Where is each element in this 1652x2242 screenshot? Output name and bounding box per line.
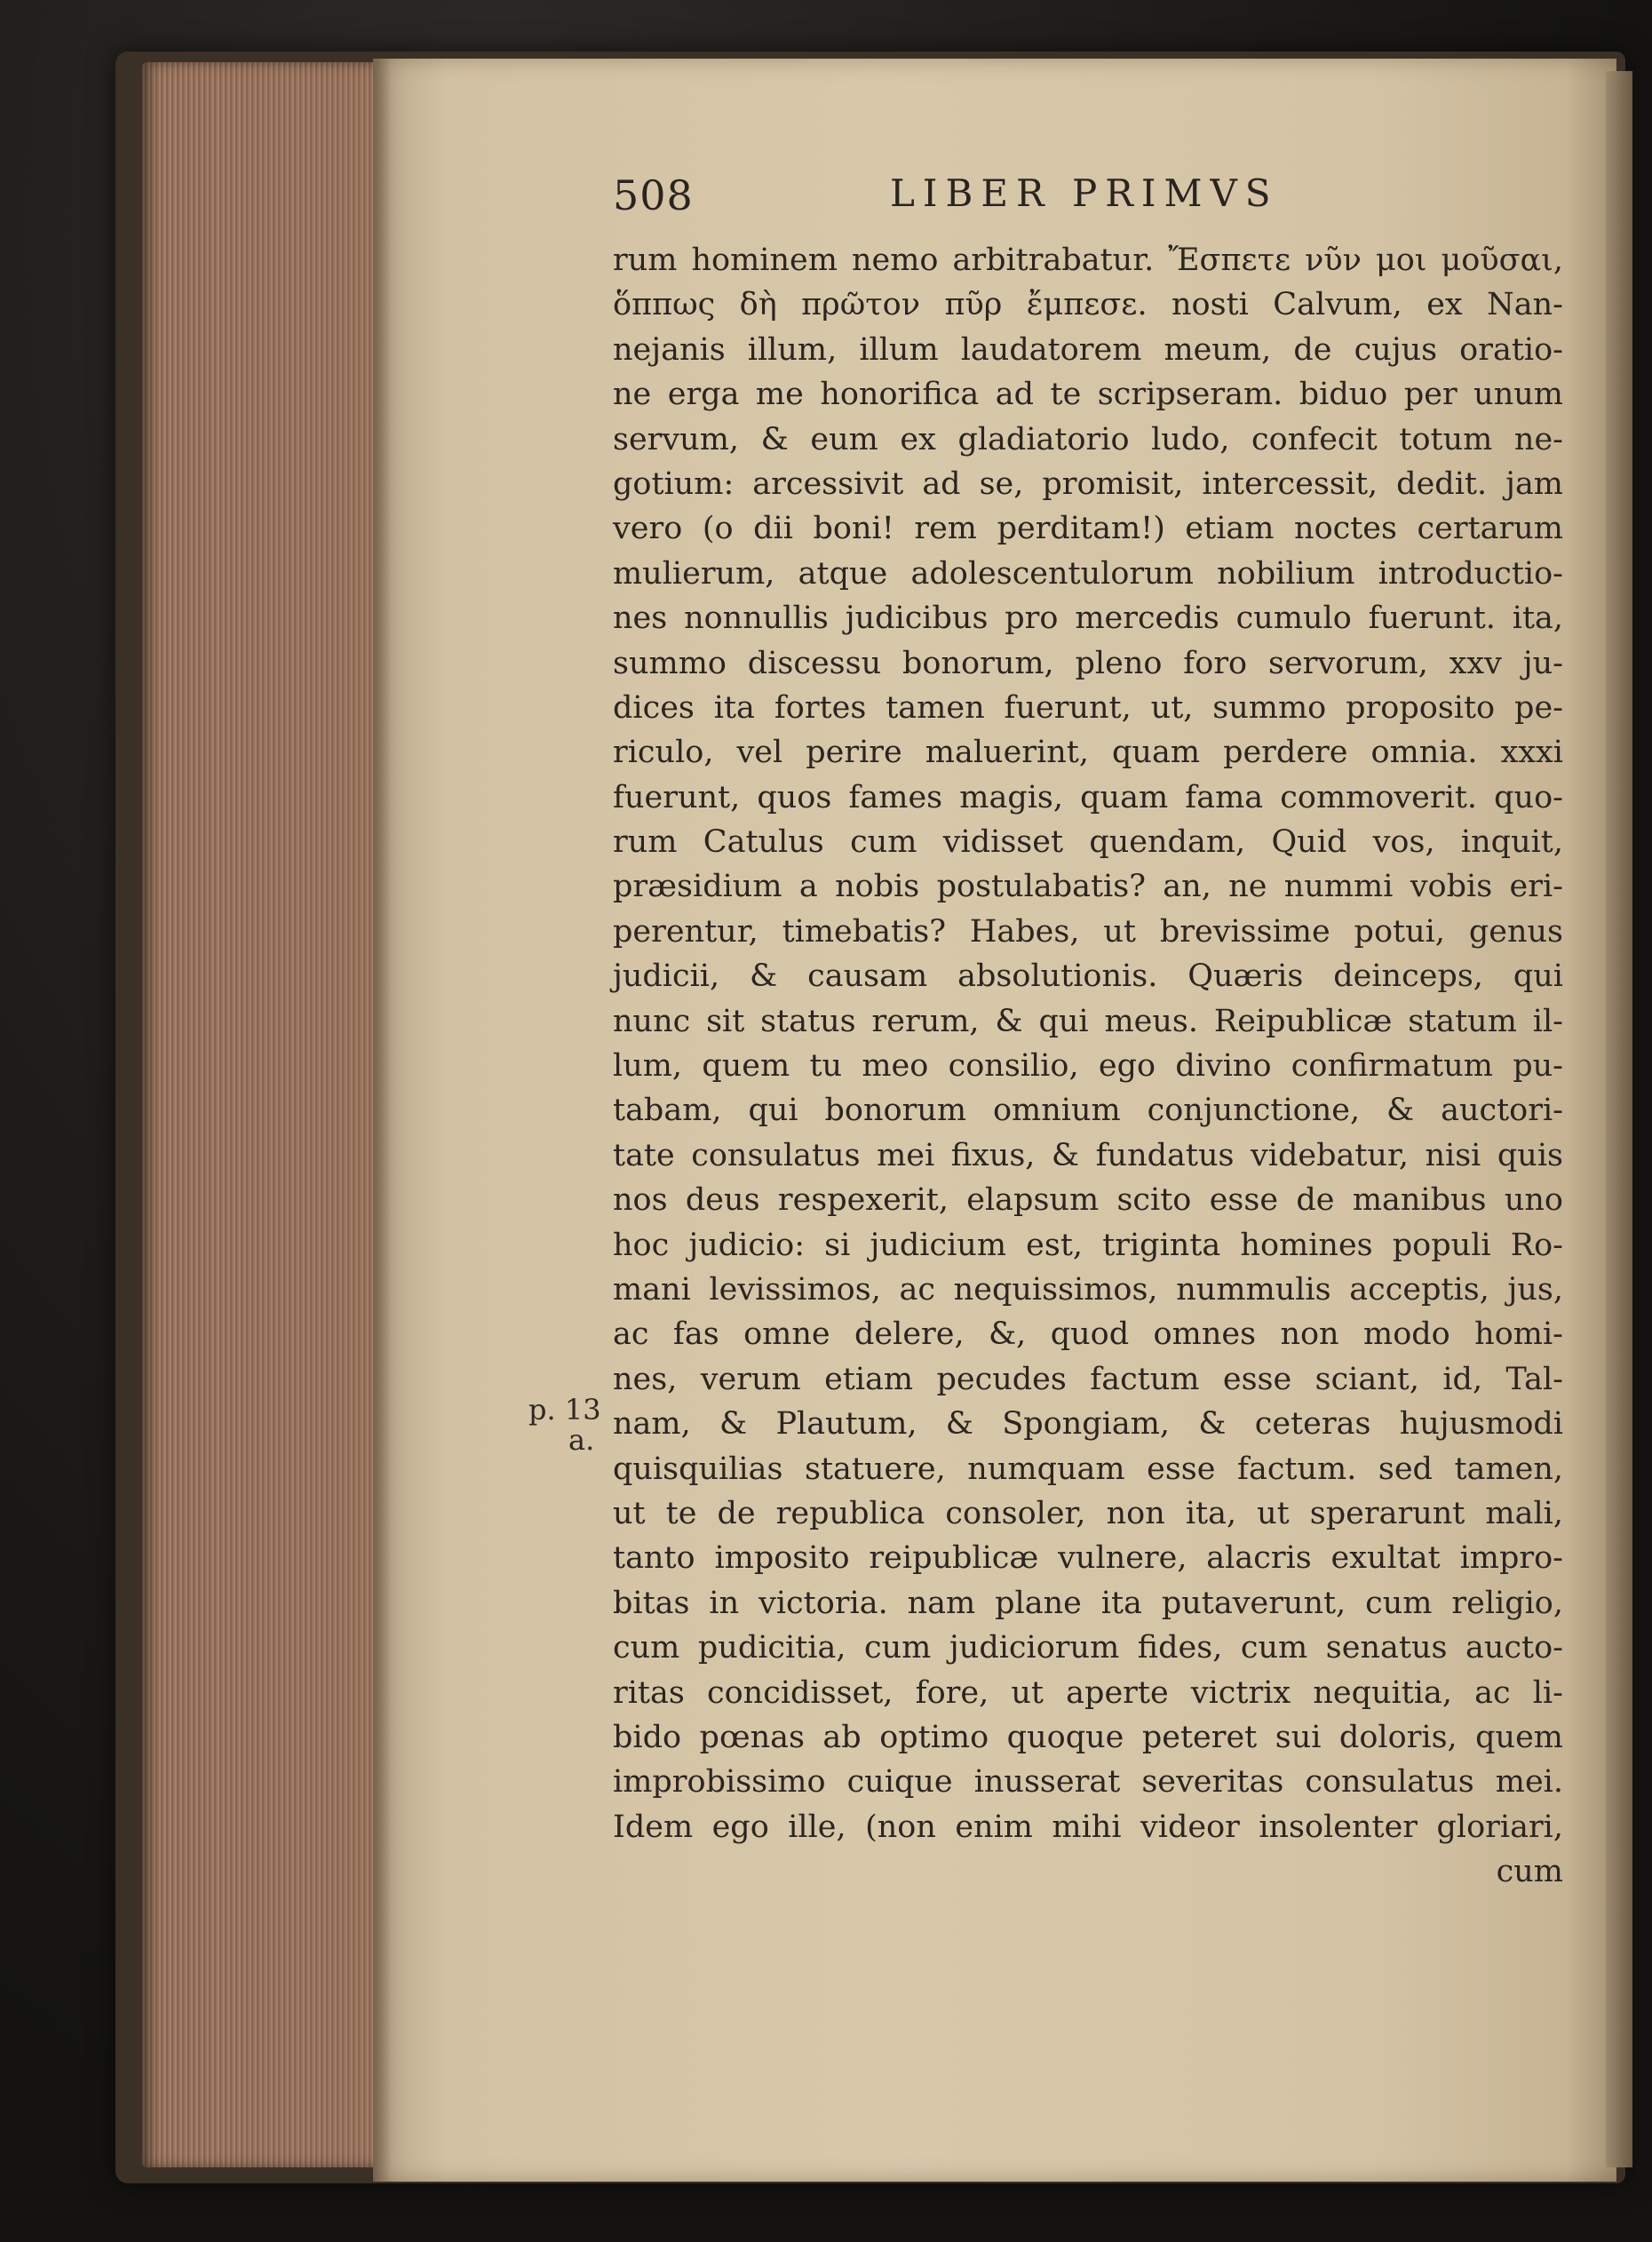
text-line: ritas concidisset, fore, ut aperte victrix nequitia, ac li- (613, 1674, 1563, 1711)
text-line: bitas in victoria. nam plane ita putaverunt, cum religio, (613, 1585, 1563, 1621)
text-line: improbissimo cuique inusserat severitas consulatus mei. (613, 1764, 1563, 1801)
text-line: ut te de republica consoler, non ita, ut sperarunt mali, (613, 1495, 1563, 1531)
text-line: tanto imposito reipublicæ vulnere, alacris exultat impro- (613, 1540, 1563, 1577)
text-line: ὅππως δὴ πρῶτον πῦρ ἔμπεσε. nosti Calvum, ex Nan- (613, 287, 1563, 323)
text-line: perentur, timebatis? Habes, ut brevissime potui, genus (613, 913, 1563, 950)
text-line: præsidium a nobis postulabatis? an, ne nummi vobis eri- (613, 869, 1563, 905)
text-line: tabam, qui bonorum omnium conjunctione, & auctori- (613, 1093, 1563, 1129)
text-line: nunc sit status rerum, & qui meus. Reipublicæ statum il- (613, 1003, 1563, 1039)
text-line: nos deus respexerit, elapsum scito esse de manibus uno (613, 1182, 1563, 1219)
text-line: fuerunt, quos fames magis, quam fama commoverit. quo- (613, 779, 1563, 815)
page-right-edge (1606, 71, 1632, 2167)
catchword: cum (1496, 1854, 1563, 1890)
text-line: Idem ego ille, (non enim mihi videor insolenter gloriari, (613, 1809, 1563, 1845)
text-line: mulierum, atque adolescentulorum nobilium introductio- (613, 555, 1563, 592)
text-line: tate consulatus mei fixus, & fundatus videbatur, nisi quis (613, 1137, 1563, 1173)
text-line: ac fas omne delere, &, quod omnes non modo homi- (613, 1316, 1563, 1353)
text-line: rum Catulus cum vidisset quendam, Quid vos, inquit, (613, 824, 1563, 861)
text-line: rum hominem nemo arbitrabatur. Ἔσπετε νῦν μοι μοῦσαι, (613, 242, 1563, 278)
margin-note-letter: a. (568, 1423, 595, 1457)
page-edges (142, 62, 391, 2167)
text-line: nejanis illum, illum laudatorem meum, de cujus oratio- (613, 331, 1563, 368)
text-line: cum pudicitia, cum judiciorum fides, cum senatus aucto- (613, 1630, 1563, 1666)
page-header (613, 164, 1572, 227)
text-line: mani levissimos, ac nequissimos, nummulis acceptis, jus, (613, 1271, 1563, 1308)
text-line: quisquilias statuere, numquam esse factum. sed tamen, (613, 1451, 1563, 1487)
text-line: summo discessu bonorum, pleno foro servorum, xxv ju- (613, 645, 1563, 681)
text-line: hoc judicio: si judicium est, triginta homines populi Ro- (613, 1227, 1563, 1263)
body-text (613, 238, 1563, 1894)
text-line: dices ita fortes tamen fuerunt, ut, summo proposito pe- (613, 689, 1563, 726)
text-line: gotium: arcessivit ad se, promisit, intercessit, dedit. jam (613, 465, 1563, 502)
text-line: lum, quem tu meo consilio, ego divino confirmatum pu- (613, 1048, 1563, 1085)
text-line: riculo, vel perire maluerint, quam perdere omnia. xxxi (613, 735, 1563, 771)
text-line: nam, & Plautum, & Spongiam, & ceteras hujusmodi (613, 1406, 1563, 1443)
running-title: LIBER PRIMVS (890, 171, 1279, 215)
page-number: 508 (613, 171, 694, 219)
text-line: judicii, & causam absolutionis. Quæris deinceps, qui (613, 958, 1563, 995)
text-line: servum, & eum ex gladiatorio ludo, confecit totum ne- (613, 421, 1563, 457)
gutter-shadow (373, 59, 391, 2182)
text-line: nes nonnullis judicibus pro mercedis cumulo fuerunt. ita, (613, 600, 1563, 637)
text-line: nes, verum etiam pecudes factum esse sciant, id, Tal- (613, 1361, 1563, 1397)
text-line: ne erga me honorifica ad te scripseram. biduo per unum (613, 377, 1563, 413)
text-line: bido pœnas ab optimo quoque peteret sui doloris, quem (613, 1719, 1563, 1755)
margin-note-page-ref: p. 13 (528, 1393, 601, 1427)
text-line: vero (o dii boni! rem perditam!) etiam noctes certarum (613, 511, 1563, 547)
